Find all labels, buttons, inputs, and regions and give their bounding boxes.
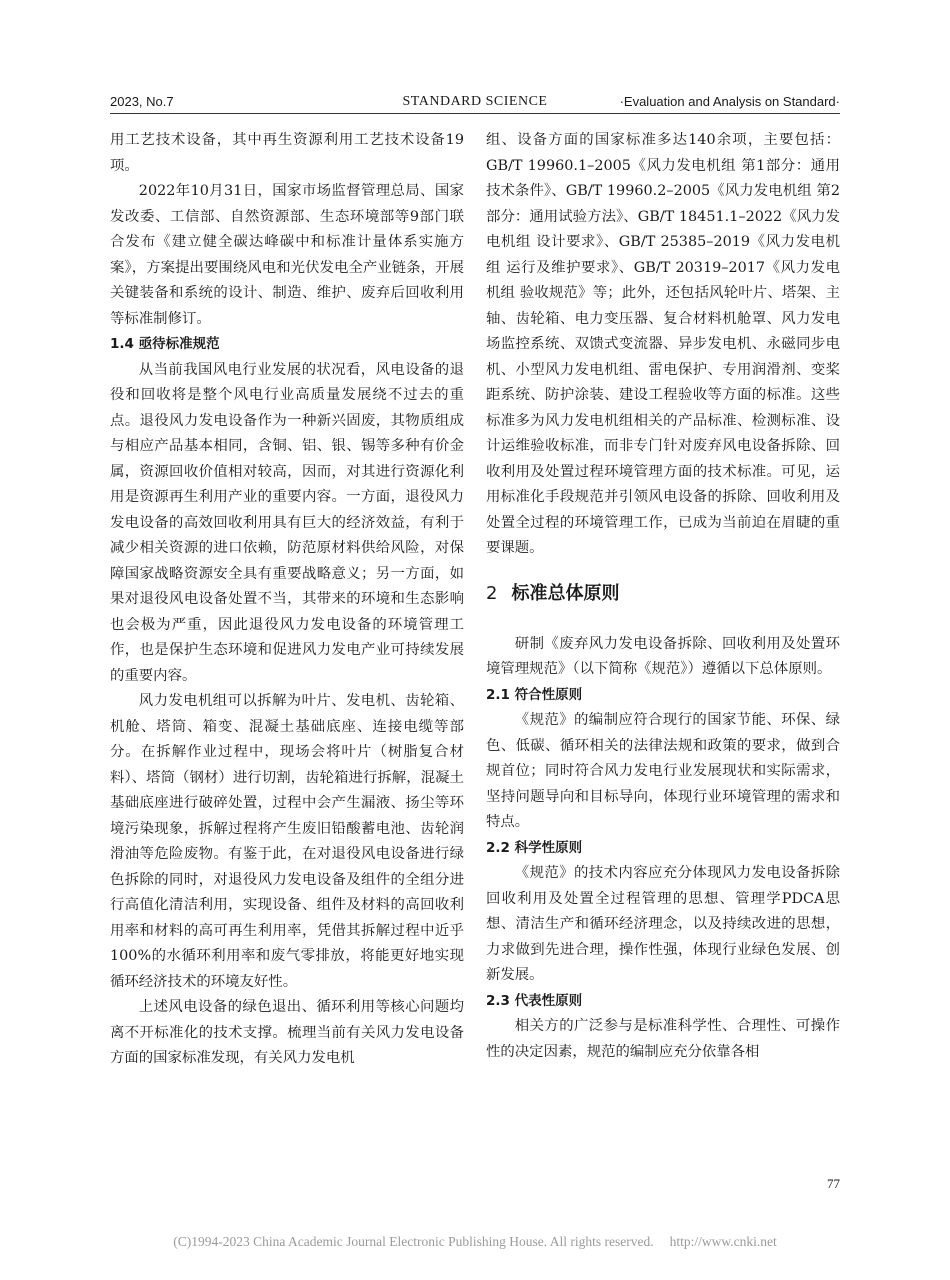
section-label: ·Evaluation and Analysis on Standard· [619,94,840,109]
paragraph: 风力发电机组可以拆解为叶片、发电机、齿轮箱、机舱、塔筒、箱变、混凝土基础底座、连接电缆等部分。在拆解作业过程中，现场会将叶片（树脂复合材料）、塔筒（钢材）进行切割，齿轮箱进行拆解，混凝土基础底座进行破碎处置，过程中会产生漏液、扬尘等环境污染现象，拆解过程将产生废旧铅酸蓄电池、齿轮润滑油等危险废物。有鉴于此，在对退役风电设备进行绿色拆除的同时，对退役风力发电设备及组件的全组分进行高值化清洁利用，实现设备、组件及材料的高回收利用率和材料的高可再生利用率，凭借其拆解过程中近乎100%的水循环利用率和废气零排放，将能更好地实现循环经济技术的环境友好性。 [110,693,464,990]
journal-title: STANDARD SCIENCE [402,94,548,109]
section-title: 标准总体原则 [511,582,620,604]
running-header [110,92,840,112]
section-heading-1-4: 1.4 亟待标准规范 [110,336,220,352]
issue-label: 2023, No.7 [110,94,174,109]
paragraph: 上述风电设备的绿色退出、循环利用等核心问题均离不开标准化的技术支撑。梳理当前有关风力发电设备方面的国家标准发现，有关风力发电机 [110,999,464,1066]
paragraph: 相关方的广泛参与是标准科学性、合理性、可操作性的决定因素，规范的编制应充分依靠各相 [486,1018,840,1060]
section-heading-2 [486,580,840,608]
copyright-text: (C)1994-2023 China Academic Journal Electronic Publishing House. All rights reserved. [173,1234,654,1249]
page-number: 77 [827,1176,840,1191]
section-number: 2 [486,582,498,604]
paragraph: 研制《废弃风力发电设备拆除、回收利用及处置环境管理规范》（以下简称《规范》）遵循以下总体原则。 [486,635,840,677]
paragraph: 从当前我国风电行业发展的状况看，风电设备的退役和回收将是整个风电行业高质量发展绕不过去的重点。退役风力发电设备作为一种新兴固废，其物质组成与相应产品基本相同，含铜、铝、银、锡等多种有价金属，资源回收价值相对较高，因而，对其进行资源化利用是资源再生利用产业的重要内容。一方面，退役风力发电设备的高效回收利用具有巨大的经济效益，有利于减少相关资源的进口依赖，防范原材料供给风险，对保障国家战略资源安全具有重要战略意义；另一方面，如果对退役风电设备处置不当，其带来的环境和生态影响也会极为严重，因此退役风力发电设备的环境管理工作，也是保护生态环境和促进风力发电产业可持续发展的重要内容。 [110,361,464,684]
copyright-footer [0,1234,950,1250]
paragraph: 组、设备方面的国家标准多达140余项，主要包括：GB/T 19960.1–2005《风力发电机组 第1部分：通用技术条件》、GB/T 19960.2–2005《风力发电机组 第2部分：通用试验方法》、GB/T 18451.1–2022《风力发电机组 设计要求》、GB/T 25385–2019《风力发电机组 运行及维护要求》、GB/T 20319–2017《风力发电机组 验收规范》等；此外，还包括风轮叶片、塔架、主轴、齿轮箱、电力变压器、复合材料机舱罩、风力发电场监控系统、双馈式变流器、异步发电机、永磁同步电机、小型风力发电机组、雷电保护、专用润滑剂、变桨距系统、防护涂装、建设工程验收等方面的标准。这些标准多为风力发电机组相关的产品标准、检测标准、设计运维验收标准，而非专门针对废弃风电设备拆除、回收利用及处置过程环境管理方面的技术标准。可见，运用标准化手段规范并引领风电设备的拆除、回收利用及处置全过程的环境管理工作，已成为当前迫在眉睫的重要课题。 [486,132,840,556]
left-column [110,128,464,1072]
paragraph: 用工艺技术设备，其中再生资源利用工艺技术设备19项。 [110,132,464,174]
paragraph: 《规范》的技术内容应充分体现风力发电设备拆除回收利用及处置全过程管理的思想、管理学PDCA思想、清洁生产和循环经济理念，以及持续改进的思想，力求做到先进合理，操作性强，体现行业绿色发展、创新发展。 [486,865,840,983]
right-column [486,128,840,1065]
section-heading-2-2: 2.2 科学性原则 [486,839,583,856]
section-heading-2-1: 2.1 符合性原则 [486,686,583,703]
header-rule [110,113,840,114]
paragraph: 2022年10月31日，国家市场监督管理总局、国家发改委、工信部、自然资源部、生态环境部等9部门联合发布《建立健全碳达峰碳中和标准计量体系实施方案》，方案提出要围绕风电和光伏发电全产业链条，开展关键装备和系统的设计、制造、维护、废弃后回收利用等标准制修订。 [110,183,464,327]
paragraph: 《规范》的编制应符合现行的国家节能、环保、绿色、低碳、循环相关的法律法规和政策的要求，做到合规首位；同时符合风力发电行业发展现状和实际需求，坚持问题导向和目标导向，体现行业环境管理的需求和特点。 [486,712,840,830]
footer-url: http://www.cnki.net [669,1234,777,1249]
section-heading-2-3: 2.3 代表性原则 [486,992,583,1009]
